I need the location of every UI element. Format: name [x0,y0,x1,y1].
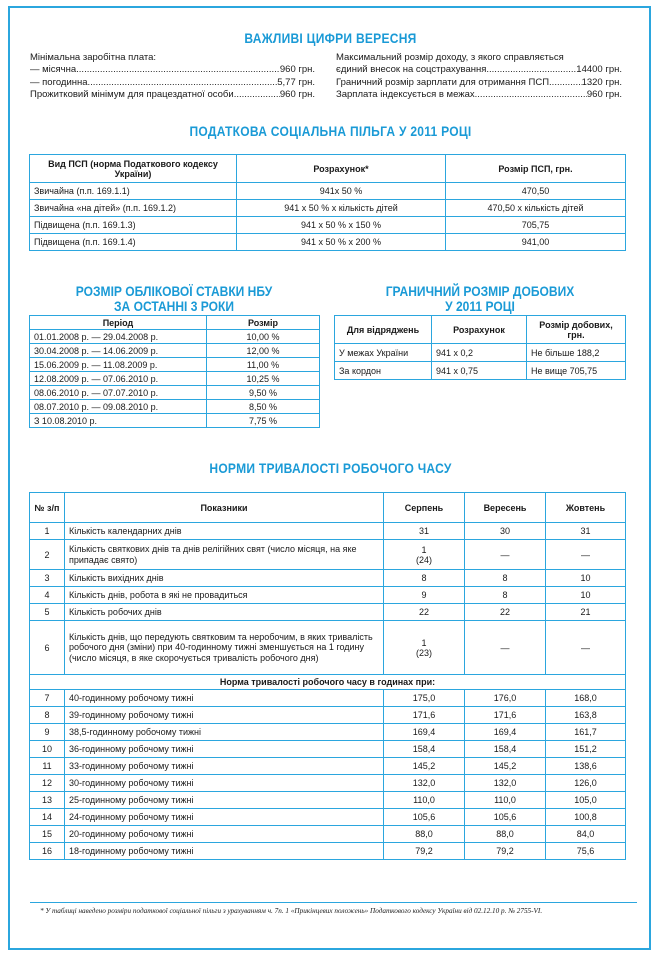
table-cell: 941 х 50 % х кількість дітей [237,200,446,217]
table-cell: 1 (24) [384,540,465,570]
table-cell: 31 [546,523,626,540]
table-cell: 31 [384,523,465,540]
table-row [30,217,626,234]
footnote-divider [30,902,637,903]
table-cell: 22 [384,604,465,621]
important-left-row: Мінімальна заробітна плата: [30,52,157,63]
table-cell: 105,6 [384,809,465,826]
table-cell: 176,0 [465,690,546,707]
daily-header-row [335,316,626,344]
table-row [30,400,320,414]
table-cell: 30.04.2008 р. — 14.06.2009 р. [30,344,207,358]
table-cell: — [465,621,546,675]
table-row [335,344,626,362]
table-cell: 8 [465,570,546,587]
hours-header-row [30,493,626,523]
table-row [30,792,626,809]
table-cell: 163,8 [546,707,626,724]
table-row [30,843,626,860]
table-cell: 75,6 [546,843,626,860]
psp-header-cell: Розмір ПСП, грн. [446,155,626,183]
table-cell: 20-годинному робочому тижні [65,826,384,843]
important-left [30,52,315,102]
table-row [30,758,626,775]
table-cell: 15 [30,826,65,843]
table-cell: 9 [30,724,65,741]
table-cell: 171,6 [384,707,465,724]
table-cell: 01.01.2008 р. — 29.04.2008 р. [30,330,207,344]
table-row [30,540,626,570]
hours-table [29,492,626,860]
table-cell: 30 [465,523,546,540]
table-cell: 25-годинному робочому тижні [65,792,384,809]
table-cell: У межах України [335,344,432,362]
daily-table [334,315,626,380]
table-cell: 3 [30,570,65,587]
table-cell: 168,0 [546,690,626,707]
table-cell: 11 [30,758,65,775]
rate-title-line: РОЗМІР ОБЛІКОВОЇ СТАВКИ НБУ [75,283,273,299]
table-row [30,386,320,400]
table-cell: 941 х 0,75 [432,362,527,380]
table-cell: — [465,540,546,570]
important-title: ВАЖЛИВІ ЦИФРИ ВЕРЕСНЯ [244,30,417,46]
table-cell: Кількість календарних днів [65,523,384,540]
table-row [30,741,626,758]
table-row [30,523,626,540]
table-cell: 158,4 [465,741,546,758]
table-cell: — [546,621,626,675]
table-cell: 110,0 [465,792,546,809]
table-cell: 105,0 [546,792,626,809]
table-row [30,358,320,372]
table-row [30,372,320,386]
important-left-row: Прожитковий мінімум для працездатної особи ..... 960 грн. [30,89,315,101]
table-cell: 132,0 [384,775,465,792]
table-cell: Кількість робочих днів [65,604,384,621]
table-cell: 2 [30,540,65,570]
table-row [30,344,320,358]
table-cell: 126,0 [546,775,626,792]
daily-title-line: ГРАНИЧНИЙ РОЗМІР ДОБОВИХ [385,283,575,299]
table-cell: 110,0 [384,792,465,809]
rate-header-cell: Період [30,316,207,330]
table-cell: За кордон [335,362,432,380]
table-cell: 14 [30,809,65,826]
table-cell: 6 [30,621,65,675]
important-right [336,52,622,102]
table-cell: 36-годинному робочому тижні [65,741,384,758]
table-cell: 9,50 % [207,386,320,400]
table-cell: 8 [30,707,65,724]
table-cell: 9 [384,587,465,604]
hours-header-cell: № з/п [30,493,65,523]
table-cell: 151,2 [546,741,626,758]
table-cell: 171,6 [465,707,546,724]
table-cell: 4 [30,587,65,604]
table-row [30,826,626,843]
table-cell: 12.08.2009 р. — 07.06.2010 р. [30,372,207,386]
important-right-row: Граничний розмір зарплати для отримання ПСП ..... 1320 грн. [336,77,622,89]
table-row [335,362,626,380]
table-cell: 88,0 [384,826,465,843]
table-row [30,414,320,428]
hours-section-row [30,675,626,690]
table-cell: 145,2 [465,758,546,775]
table-row [30,587,626,604]
table-cell: 10 [546,587,626,604]
psp-header-cell: Розрахунок* [237,155,446,183]
table-row [30,604,626,621]
important-left-row: — місячна ..... 960 грн. [30,64,315,76]
table-cell: 941 х 50 % х 200 % [237,234,446,251]
hours-header-cell: Показники [65,493,384,523]
table-cell: 175,0 [384,690,465,707]
table-cell: 161,7 [546,724,626,741]
table-cell: 941 х 0,2 [432,344,527,362]
hours-header-cell: Жовтень [546,493,626,523]
hours-rows-norms [30,690,626,860]
table-cell: 88,0 [465,826,546,843]
table-cell: 105,6 [465,809,546,826]
table-row [30,234,626,251]
important-right-row: єдиний внесок на соцстрахування ..... 14400 грн. [336,64,622,76]
daily-header-cell: Для відряджень [335,316,432,344]
rate-title [49,284,298,314]
table-cell: 10,00 % [207,330,320,344]
hours-header-cell: Серпень [384,493,465,523]
table-cell: 10 [30,741,65,758]
table-row [30,809,626,826]
table-row [30,570,626,587]
table-cell: 16 [30,843,65,860]
table-cell: Не вище 705,75 [527,362,626,380]
psp-title: ПОДАТКОВА СОЦІАЛЬНА ПІЛЬГА У 2011 РОЦІ [189,123,472,139]
table-cell: 941 х 50 % х 150 % [237,217,446,234]
table-cell: 5 [30,604,65,621]
table-cell: Не більше 188,2 [527,344,626,362]
psp-header-cell: Вид ПСП (норма Податкового кодексу України) [30,155,237,183]
hours-header-cell: Вересень [465,493,546,523]
table-cell: 8 [465,587,546,604]
table-cell: 33-годинному робочому тижні [65,758,384,775]
table-cell: Кількість днів, що передують святковим та неробочим, в яких тривалість робочого дня (зміни) при 40-годинному тижні зменшується на 1 годину (число місяця, в яке скорочується тривалість робочого дня) [65,621,384,675]
table-cell: Кількість днів, робота в які не провадиться [65,587,384,604]
psp-table [29,154,626,251]
table-cell: 10,25 % [207,372,320,386]
table-cell: 84,0 [546,826,626,843]
table-cell: 79,2 [384,843,465,860]
table-cell: 13 [30,792,65,809]
daily-header-cell: Розмір добових, грн. [527,316,626,344]
table-cell: Звичайна «на дітей» (п.п. 169.1.2) [30,200,237,217]
table-cell: 39-годинному робочому тижні [65,707,384,724]
table-cell: 08.07.2010 р. — 09.08.2010 р. [30,400,207,414]
table-cell: 24-годинному робочому тижні [65,809,384,826]
hours-title: НОРМИ ТРИВАЛОСТІ РОБОЧОГО ЧАСУ [209,460,452,476]
table-cell: 158,4 [384,741,465,758]
table-cell: 470,50 [446,183,626,200]
table-cell: 22 [465,604,546,621]
table-cell: 21 [546,604,626,621]
hours-rows [30,523,626,675]
table-row [30,200,626,217]
table-row [30,690,626,707]
table-cell: 169,4 [384,724,465,741]
important-right-row: Зарплата індексується в межах ..... 960 грн. [336,89,622,101]
table-cell: 470,50 х кількість дітей [446,200,626,217]
table-cell: 30-годинному робочому тижні [65,775,384,792]
table-row [30,724,626,741]
rate-table [29,315,320,428]
table-cell: 38,5-годинному робочому тижні [65,724,384,741]
table-cell: Підвищена (п.п. 169.1.4) [30,234,237,251]
table-row [30,621,626,675]
table-cell: 40-годинному робочому тижні [65,690,384,707]
rate-header-cell: Розмір [207,316,320,330]
table-cell: 1 (23) [384,621,465,675]
table-cell: 138,6 [546,758,626,775]
daily-title-line: У 2011 РОЦІ [445,298,515,314]
table-row [30,707,626,724]
table-cell: Кількість святкових днів та днів релігійних свят (число місяця, на яке припадає свято) [65,540,384,570]
important-right-row: Максимальний розмір доходу, з якого справляється [336,52,564,63]
table-cell: 12,00 % [207,344,320,358]
table-cell: 7,75 % [207,414,320,428]
table-cell: Звичайна (п.п. 169.1.1) [30,183,237,200]
table-cell: 7 [30,690,65,707]
table-cell: 169,4 [465,724,546,741]
table-cell: 12 [30,775,65,792]
rate-title-line: ЗА ОСТАННІ 3 РОКИ [114,298,234,314]
table-cell: Кількість вихідних днів [65,570,384,587]
footnote: * У таблиці наведено розміри податкової соціальної пільги з урахуванням ч. 7п. 1 «Прикінцевих положень» Податкового кодексу України від 02.12.10 р. № 2755-VI. [40,907,543,915]
table-cell: 705,75 [446,217,626,234]
table-row [30,183,626,200]
table-cell: 1 [30,523,65,540]
table-cell: — [546,540,626,570]
table-cell: 11,00 % [207,358,320,372]
hours-section-label: Норма тривалості робочого часу в годинах при: [30,675,626,690]
table-cell: 15.06.2009 р. — 11.08.2009 р. [30,358,207,372]
table-cell: 100,8 [546,809,626,826]
table-cell: З 10.08.2010 р. [30,414,207,428]
table-row [30,330,320,344]
daily-title [354,284,605,314]
important-left-row: — погодинна ..... 5,77 грн. [30,77,315,89]
table-cell: 08.06.2010 р. — 07.07.2010 р. [30,386,207,400]
table-cell: Підвищена (п.п. 169.1.3) [30,217,237,234]
table-cell: 8 [384,570,465,587]
table-cell: 132,0 [465,775,546,792]
table-cell: 79,2 [465,843,546,860]
table-cell: 8,50 % [207,400,320,414]
table-cell: 145,2 [384,758,465,775]
psp-header-row [30,155,626,183]
table-row [30,775,626,792]
daily-header-cell: Розрахунок [432,316,527,344]
rate-header-row [30,316,320,330]
table-cell: 10 [546,570,626,587]
table-cell: 941,00 [446,234,626,251]
table-cell: 18-годинному робочому тижні [65,843,384,860]
table-cell: 941х 50 % [237,183,446,200]
